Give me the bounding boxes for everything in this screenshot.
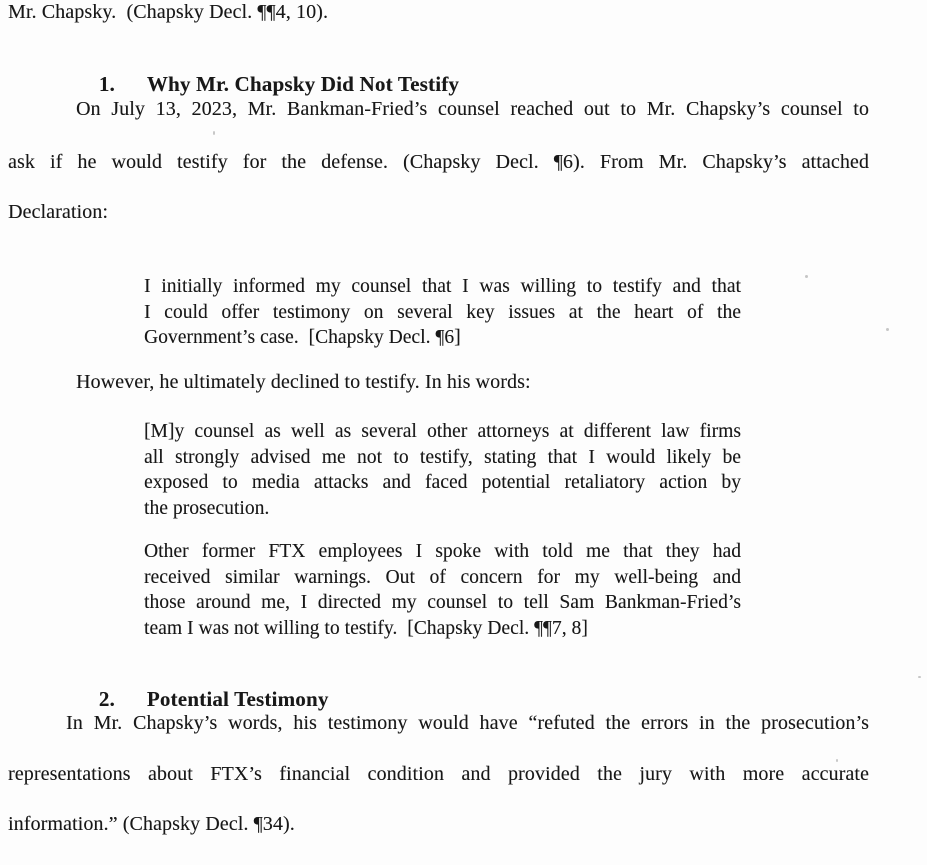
scan-speck xyxy=(805,275,808,278)
paragraph-2-line-3: information.” (Chapsky Decl. ¶34). xyxy=(8,813,295,835)
paragraph-2-line-2: representations about FTX’s financial condition and provided the jury with more accurate xyxy=(8,763,869,785)
block-quote-1 xyxy=(144,274,741,351)
scan-speck xyxy=(886,328,889,331)
quote-3-line-4: team I was not willing to testify. [Chapsky Decl. ¶¶7, 8] xyxy=(144,617,588,639)
quote-1-line-1: I initially informed my counsel that I was willing to testify and that xyxy=(144,276,741,297)
section-2-number: 2. xyxy=(98,687,115,711)
block-quote-2 xyxy=(144,419,741,521)
carryover-line: Mr. Chapsky. (Chapsky Decl. ¶¶4, 10). xyxy=(8,1,329,23)
section-2-title: Potential Testimony xyxy=(146,687,329,711)
quote-2-line-3: exposed to media attacks and faced potential retaliatory action by xyxy=(144,472,741,493)
quote-2-line-1: [M]y counsel as well as several other attorneys at different law firms xyxy=(144,421,741,442)
scan-speck xyxy=(918,676,921,678)
scan-speck xyxy=(213,131,215,135)
section-1-number: 1. xyxy=(98,72,115,96)
quote-3-line-1: Other former FTX employees I spoke with told me that they had xyxy=(144,541,741,562)
block-quote-3 xyxy=(144,539,741,641)
quote-1-line-2: I could offer testimony on several key issues at the heart of the xyxy=(144,301,741,323)
quote-3-line-2: received similar warnings. Out of concern for my well-being and xyxy=(144,566,741,588)
paragraph-1-line-3: Declaration: xyxy=(8,201,109,223)
section-1-title: Why Mr. Chapsky Did Not Testify xyxy=(146,72,460,96)
quote-3-line-3: those around me, I directed my counsel to tell Sam Bankman-Fried’s xyxy=(144,592,741,613)
paragraph-1-line-2: ask if he would testify for the defense. (Chapsky Decl. ¶6). From Mr. Chapsky’s attached xyxy=(8,151,869,173)
scan-speck xyxy=(836,759,838,762)
paragraph-1-line-1: On July 13, 2023, Mr. Bankman-Fried’s counsel reached out to Mr. Chapsky’s counsel to xyxy=(76,98,869,120)
quote-1-line-3: Government’s case. [Chapsky Decl. ¶6] xyxy=(144,327,461,348)
quote-2-line-4: the prosecution. xyxy=(144,497,270,519)
paragraph-2-line-1: In Mr. Chapsky’s words, his testimony would have “refuted the errors in the prosecution’s xyxy=(66,712,869,734)
transition-line: However, he ultimately declined to testify. In his words: xyxy=(76,371,531,393)
quote-2-line-2: all strongly advised me not to testify, stating that I would likely be xyxy=(144,446,741,468)
